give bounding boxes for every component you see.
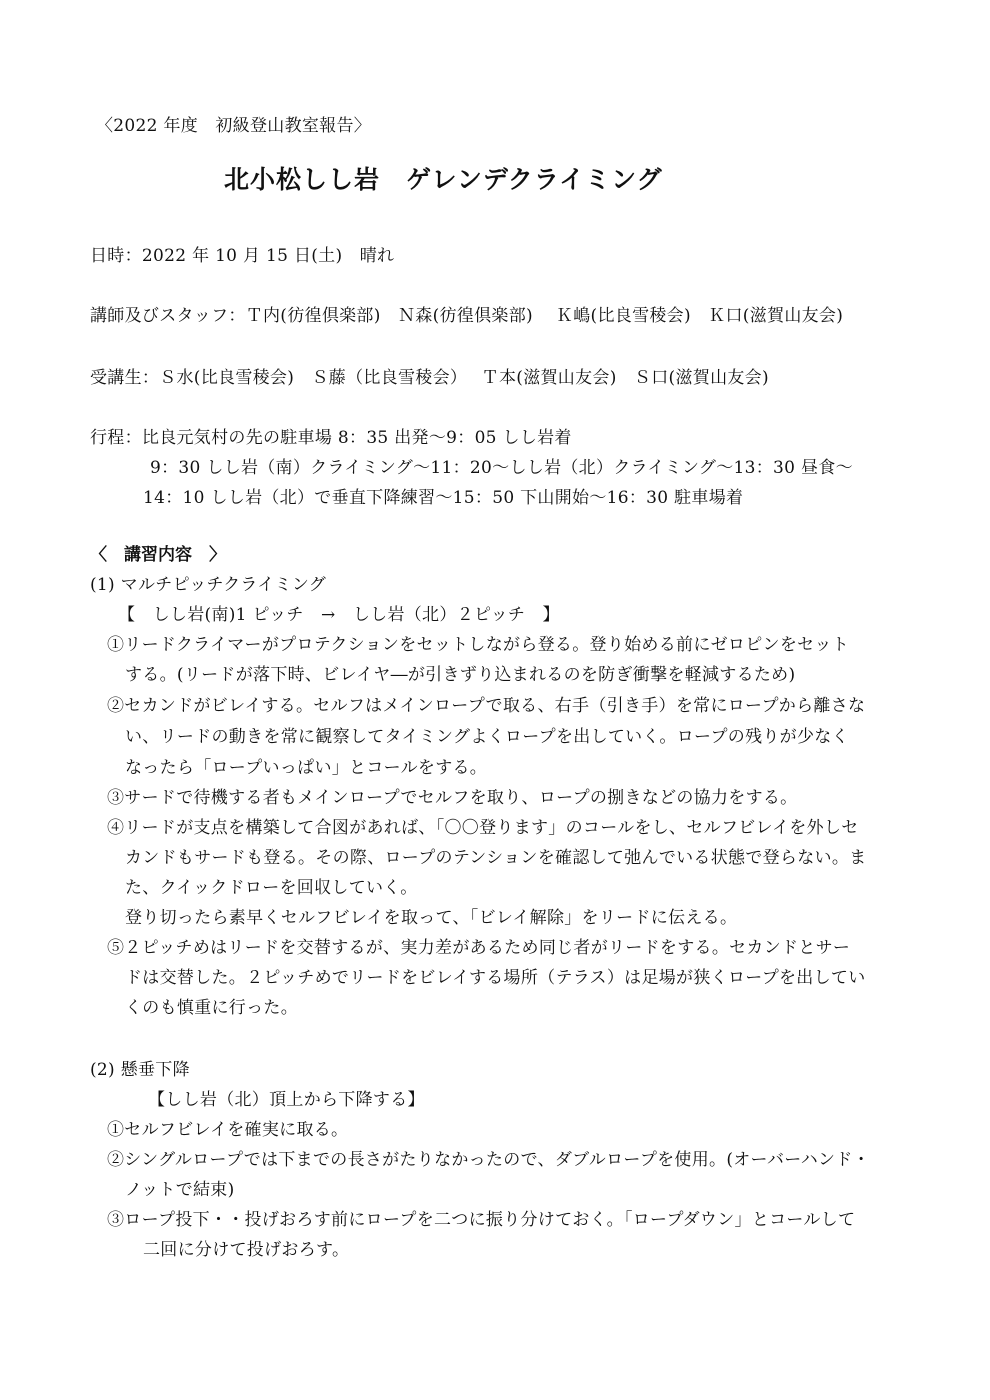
content-line: 登り切ったら素早くセルフビレイを取って、「ビレイ解除」をリードに伝える。 — [125, 908, 738, 928]
content-line: ②シングルロープでは下までの長さがたりなかったので、ダブルロープを使用。(オーバーハンド・ — [107, 1150, 870, 1170]
section-subtitle: 【 しし岩(南)1 ピッチ → しし岩（北）２ピッチ 】 — [118, 605, 560, 625]
section-title: (2) 懸垂下降 — [90, 1060, 190, 1080]
content-line: ②セカンドがビレイする。セルフはメインロープで取る、右手（引き手）を常にロープから離さな — [107, 696, 866, 716]
page-title: 北小松しし岩 ゲレンデクライミング — [224, 165, 663, 194]
content-line: する。(リードが落下時、ビレイヤ―が引きずり込まれるのを防ぎ衝撃を軽減するため) — [125, 665, 796, 685]
content-line: ①セルフビレイを確実に取る。 — [107, 1120, 349, 1140]
staff-line: 講師及びスタッフ：Ｔ内(彷徨倶楽部) Ｎ森(彷徨倶楽部) Ｋ嶋(比良雪稜会) Ｋ口(滋賀山友会) — [90, 306, 844, 326]
content-line: 二回に分けて投げおろす。 — [143, 1240, 350, 1260]
section-subtitle: 【しし岩（北）頂上から下降する】 — [148, 1090, 425, 1110]
content-line: カンドもサードも登る。その際、ロープのテンションを確認して弛んでいる状態で登らない。ま — [125, 848, 867, 868]
content-line: ドは交替した。２ピッチめでリードをビレイする場所（テラス）は足場が狭くロープを出してい — [125, 968, 866, 988]
content-line: ③サードで待機する者もメインロープでセルフを取り、ロープの捌きなどの協力をする。 — [107, 788, 798, 808]
content-line: ③ロープ投下・・投げおろす前にロープを二つに振り分けておく。「ロープダウン」とコールして — [107, 1210, 856, 1230]
section-title: (1) マルチピッチクライミング — [90, 575, 327, 595]
content-line: ノットで結束) — [125, 1180, 235, 1200]
itinerary-line: 行程：比良元気村の先の駐車場 8：35 出発～9：05 しし岩着 — [90, 428, 572, 448]
students-line: 受講生：Ｓ水(比良雪稜会) Ｓ藤（比良雪稜会） Ｔ本(滋賀山友会) Ｓ口(滋賀山友会) — [90, 368, 769, 388]
content-line: くのも慎重に行った。 — [125, 998, 298, 1018]
report-series: 〈2022 年度 初級登山教室報告〉 — [96, 116, 372, 136]
content-line: い、リードの動きを常に観察してタイミングよくロープを出していく。ロープの残りが少なく — [125, 727, 849, 747]
content-line: ①リードクライマーがプロテクションをセットしながら登る。登り始める前にゼロピンをセット — [107, 635, 850, 655]
itinerary-line: 14：10 しし岩（北）で垂直下降練習～15：50 下山開始～16：30 駐車場着 — [143, 488, 744, 508]
content-line: ④リードが支点を構築して合図があれば、「〇〇登ります」のコールをし、セルフビレイを外しセ — [107, 818, 859, 838]
date-line: 日時：2022 年 10 月 15 日(土) 晴れ — [90, 246, 395, 266]
content-heading: 〈 講習内容 〉 — [90, 545, 226, 565]
content-line: ⑤２ピッチめはリードを交替するが、実力差があるため同じ者がリードをする。セカンドとサー — [107, 938, 851, 958]
content-line: た、クイックドローを回収していく。 — [125, 878, 418, 898]
itinerary-line: 9：30 しし岩（南）クライミング～11：20～しし岩（北）クライミング～13：30 昼食～ — [150, 458, 853, 478]
content-line: なったら「ロープいっぱい」とコールをする。 — [125, 758, 488, 778]
